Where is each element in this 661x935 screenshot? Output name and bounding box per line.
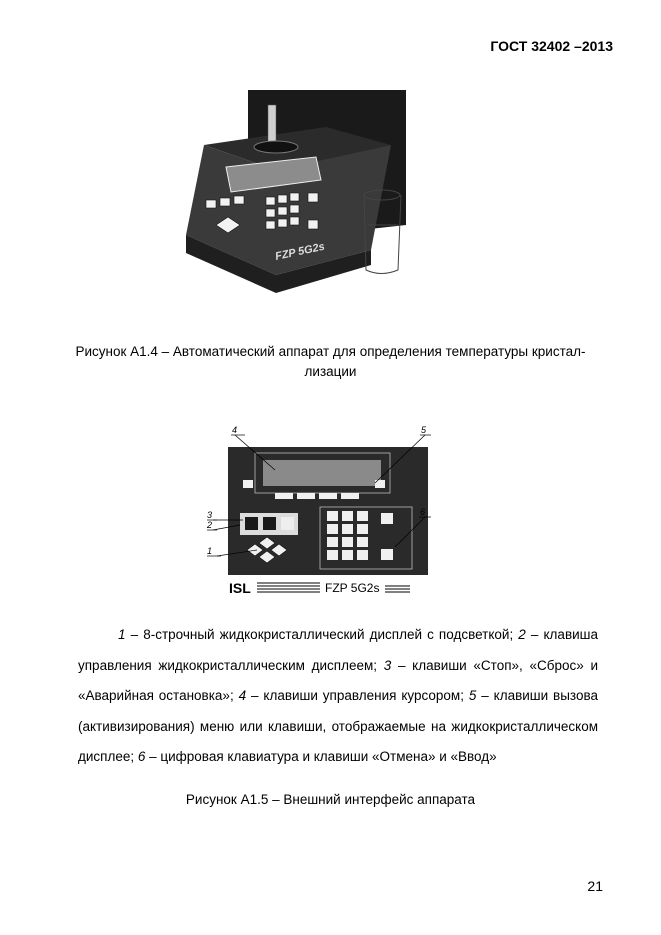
- figure-a15-caption: Рисунок А1.5 – Внешний интерфейс аппарата: [185, 792, 476, 807]
- lcd-display: [263, 460, 381, 486]
- panel-device-label: FZP 5G2s: [325, 581, 380, 595]
- legend-num-1: 1: [118, 627, 126, 642]
- page-number: 21: [587, 878, 603, 894]
- legend-num-5: 5: [468, 688, 477, 703]
- cancel-key: [381, 513, 393, 524]
- softkey: [319, 493, 337, 499]
- callout-3: 3: [207, 510, 213, 520]
- legend-text-6: – цифровая клавиатура и клавиши «Отмена» и «Ввод»: [145, 749, 497, 764]
- softkey: [275, 493, 293, 499]
- menu-key-left: [243, 480, 253, 488]
- device-label: FZP 5G2s: [274, 240, 326, 263]
- legend-num-4: 4: [238, 688, 247, 703]
- callout-2: 2: [207, 520, 213, 530]
- softkey: [297, 493, 315, 499]
- figure-a14-caption: Рисунок А1.4 – Автоматический аппарат для определения температуры кристал-лизации: [75, 344, 586, 379]
- callout-1: 1: [207, 546, 213, 556]
- callout-4: 4: [232, 425, 238, 435]
- legend-text-3: – клавиши «Стоп», «Сброс» и «Аварийная остановка»;: [78, 657, 598, 703]
- emergency-stop-key: [281, 517, 294, 530]
- stop-key: [245, 517, 258, 530]
- document-header: ГОСТ 32402 –2013: [490, 38, 613, 54]
- callout-5: 5: [421, 425, 427, 435]
- legend-num-2: 2: [518, 627, 526, 642]
- legend-text-5: – клавиши вызова (активизирования) меню или клавиши, отображаемые на жидкокристаллическом дисплее;: [78, 688, 599, 764]
- reset-key: [263, 517, 276, 530]
- logo-text: ISL: [229, 580, 251, 596]
- legend-text-4: – клавиши управления курсором;: [246, 688, 469, 703]
- device-photo: [176, 85, 416, 310]
- figure-legend: [78, 620, 598, 773]
- legend-num-6: 6: [137, 749, 146, 764]
- legend-text-2: – клавиша управления жидкокристаллическим дисплеем;: [78, 627, 598, 673]
- legend-text-1: – 8-строчный жидкокристаллический дисплей с подсветкой;: [125, 627, 519, 642]
- callout-6: 6: [420, 507, 426, 517]
- interface-panel-diagram: [195, 425, 445, 600]
- enter-key: [381, 549, 393, 560]
- softkey: [341, 493, 359, 499]
- legend-num-3: 3: [383, 657, 392, 673]
